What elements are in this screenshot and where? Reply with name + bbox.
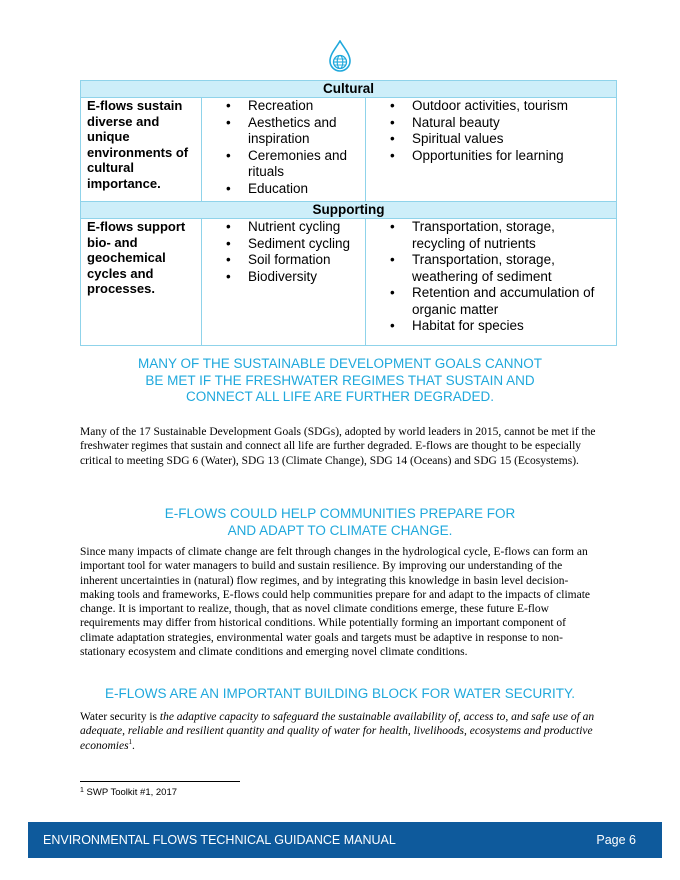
- services-cell: [202, 98, 366, 202]
- section-description: E-flows sustain diverse and unique environments of cultural importance.: [81, 98, 202, 202]
- list-item: • Outdoor activities, tourism: [366, 98, 610, 115]
- sdg-heading: [80, 356, 600, 406]
- heading-line: MANY OF THE SUSTAINABLE DEVELOPMENT GOALS CANNOT: [137, 356, 543, 371]
- footnote-mark: 1: [80, 787, 84, 794]
- list-item: • Aesthetics and inspiration: [202, 115, 359, 148]
- services-list: [202, 98, 365, 201]
- list-item: • Ceremonies and rituals: [202, 148, 359, 181]
- security-paragraph: [80, 710, 600, 753]
- section-description: E-flows support bio- and geochemical cycles and processes.: [81, 219, 202, 346]
- heading-line: E-FLOWS COULD HELP COMMUNITIES PREPARE FOR: [164, 506, 516, 521]
- heading-line: BE MET IF THE FRESHWATER REGIMES THAT SUSTAIN AND: [145, 372, 535, 388]
- page-number: Page 6: [596, 833, 636, 847]
- footnote-reference[interactable]: 1: [128, 737, 133, 746]
- security-end: .: [132, 739, 135, 752]
- list-item: • Nutrient cycling: [202, 219, 359, 236]
- section-title-supporting: Supporting: [81, 202, 617, 219]
- footnote-text: SWP Toolkit #1, 2017: [83, 787, 178, 798]
- footnote-divider: [80, 781, 240, 782]
- security-definition: the adaptive capacity to safeguard the sustainable availability of, access to, and safe use of an adequate, reliable and resilient quantity and quality of water for health, livelihoods, ecosystems and productive economies: [80, 711, 595, 752]
- examples-list: [366, 98, 616, 168]
- list-item: • Education: [202, 181, 359, 198]
- security-lead: Water security is: [80, 711, 160, 723]
- services-cell: [202, 219, 366, 346]
- list-item: • Spiritual values: [366, 131, 610, 148]
- list-item: • Sediment cycling: [202, 236, 359, 253]
- page-footer: [28, 822, 662, 858]
- list-item: • Habitat for species: [366, 318, 610, 335]
- list-item: • Recreation: [202, 98, 359, 115]
- section-title-cultural: Cultural: [81, 81, 617, 98]
- footer-title: ENVIRONMENTAL FLOWS TECHNICAL GUIDANCE MANUAL: [43, 833, 396, 847]
- climate-paragraph: Since many impacts of climate change are felt through changes in the hydrological cycle, E-flows can form an important tool for water managers to build and sustain resilience. By improving our understanding of the inherent uncertainties in (natural) flow regimes, and by integrating this knowledge in basin level decision-making tools and frameworks, E-flows could help communities prepare for and adapt to the impacts of climate change. It is important to realize, though, that as novel climate conditions emerge, these future E-flow requirements may differ from historical conditions. While potentially forming an important component of climate adaptation strategies, environmental water goals and targets must be adaptive in response to non-stationary ecosystem and climate conditions and emerging novel climate conditions.: [80, 546, 591, 659]
- water-drop-globe-icon: [327, 40, 353, 74]
- list-item: • Transportation, storage, weathering of sediment: [366, 252, 610, 285]
- examples-cell: [366, 98, 617, 202]
- heading-line: AND ADAPT TO CLIMATE CHANGE.: [227, 522, 453, 538]
- examples-list: [366, 219, 616, 339]
- list-item: • Retention and accumulation of organic matter: [366, 285, 610, 318]
- ecosystem-services-table: [80, 80, 617, 346]
- examples-cell: [366, 219, 617, 346]
- footnote: [80, 787, 177, 798]
- table-row: [81, 219, 617, 346]
- security-heading: E-FLOWS ARE AN IMPORTANT BUILDING BLOCK FOR WATER SECURITY.: [104, 686, 576, 701]
- list-item: • Biodiversity: [202, 269, 359, 286]
- list-item: • Natural beauty: [366, 115, 610, 132]
- services-list: [202, 219, 365, 289]
- table-section-header: [81, 202, 617, 219]
- table-section-header: [81, 81, 617, 98]
- sdg-paragraph: Many of the 17 Sustainable Development Goals (SDGs), adopted by world leaders in 2015, cannot be met if the freshwater regimes that sustain and connect all life are further degraded. E-flows are thought to be especially critical to meeting SDG 6 (Water), SDG 13 (Climate Change), SDG 14 (Oceans) and SDG 15 (Ecosystems).: [80, 426, 596, 467]
- table-row: [81, 98, 617, 202]
- list-item: • Opportunities for learning: [366, 148, 610, 165]
- heading-line: CONNECT ALL LIFE ARE FURTHER DEGRADED.: [185, 389, 495, 404]
- climate-heading: [80, 506, 600, 539]
- list-item: • Soil formation: [202, 252, 359, 269]
- list-item: • Transportation, storage, recycling of nutrients: [366, 219, 610, 252]
